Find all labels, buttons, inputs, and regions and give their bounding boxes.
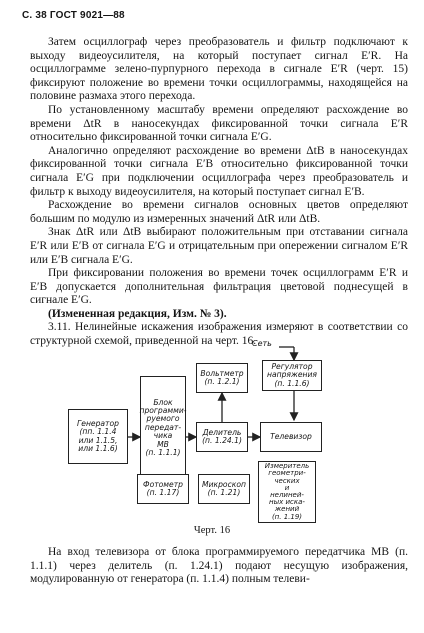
- body-text-bottom: [30, 546, 408, 587]
- net-label: Сеть: [252, 339, 272, 348]
- amendment-note: (Измененная редакция, Изм. № 3).: [48, 307, 227, 320]
- generator-block: Генератор (пп. 1.1.4 или 1.1.5, или 1.1.6): [68, 409, 128, 464]
- voltage-regulator-block: Регулятор напряжения (п. 1.1.6): [262, 360, 322, 391]
- page-header: С. 38 ГОСТ 9021—88: [22, 10, 125, 21]
- photometer-block: Фотометр (п. 1.17): [137, 474, 189, 504]
- paragraph: При фиксировании положения во времени точек осциллограмм E′R и E′B допускается дополнительная фильтрация цветовой поднесущей в сигнале E′G.: [30, 267, 408, 307]
- paragraph: Расхождение во времени сигналов основных цветов определяют большим по модулю из измеренных значений ΔtR или ΔtB.: [30, 199, 408, 225]
- programmable-transmitter-block: Блок программи- руемого передат- чика МВ (п. 1.1.1): [140, 376, 186, 480]
- divider-block: Делитель (п. 1.24.1): [196, 422, 248, 452]
- microscope-block: Микроскоп (п. 1.21): [198, 474, 250, 504]
- paragraph: Затем осциллограф через преобразователь и фильтр подключают к выходу видеоусилителя, на который поступает сигнал E′R. На осциллограмме зелено-пурпурного перехода в сигнале E′R (черт. 15) фиксируют положение во времени точки осциллограммы, находящейся на половине размаха этого перехода.: [30, 36, 408, 103]
- tv-block: Телевизор: [260, 422, 322, 452]
- paragraph: Знак ΔtR или ΔtB выбирают положительным при отставании сигнала E′R или E′B от сигнала E′G и отрицательным при опережении сигналом E′R или E′B сигнала E′G.: [30, 226, 408, 266]
- paragraph: По установленному масштабу времени определяют расхождение во времени ΔtR в наносекундах фиксированной точки сигнала E′R относительно фиксированной точки сигнала E′G.: [30, 103, 408, 144]
- voltmeter-block: Вольтметр (п. 1.2.1): [196, 363, 248, 393]
- paragraph: 3.11. Нелинейные искажения изображения измеряют в соответствии со структурной схемой, приведенной на черт. 16.: [30, 321, 408, 348]
- distortion-meter-block: Измеритель геометри- ческих и нелиней- ных иска- жений (п. 1.19): [258, 461, 316, 523]
- paragraph: Аналогично определяют расхождение во времени ΔtB в наносекундах фиксированной точки сигнала E′B относительно фиксированной точки сигнала E′G при подключении осциллографа через преобразователь и фильтр к выходу видеоусилителя, на который поступает сигнал E′B.: [30, 144, 408, 198]
- figure-caption: Черт. 16: [193, 525, 231, 536]
- paragraph: На вход телевизора от блока программируемого передатчика МВ (п. 1.1.1) через делитель (п. 1.24.1) подают несущую изображения, модулированную от генератора (п. 1.1.4) полным телеви-: [30, 546, 408, 586]
